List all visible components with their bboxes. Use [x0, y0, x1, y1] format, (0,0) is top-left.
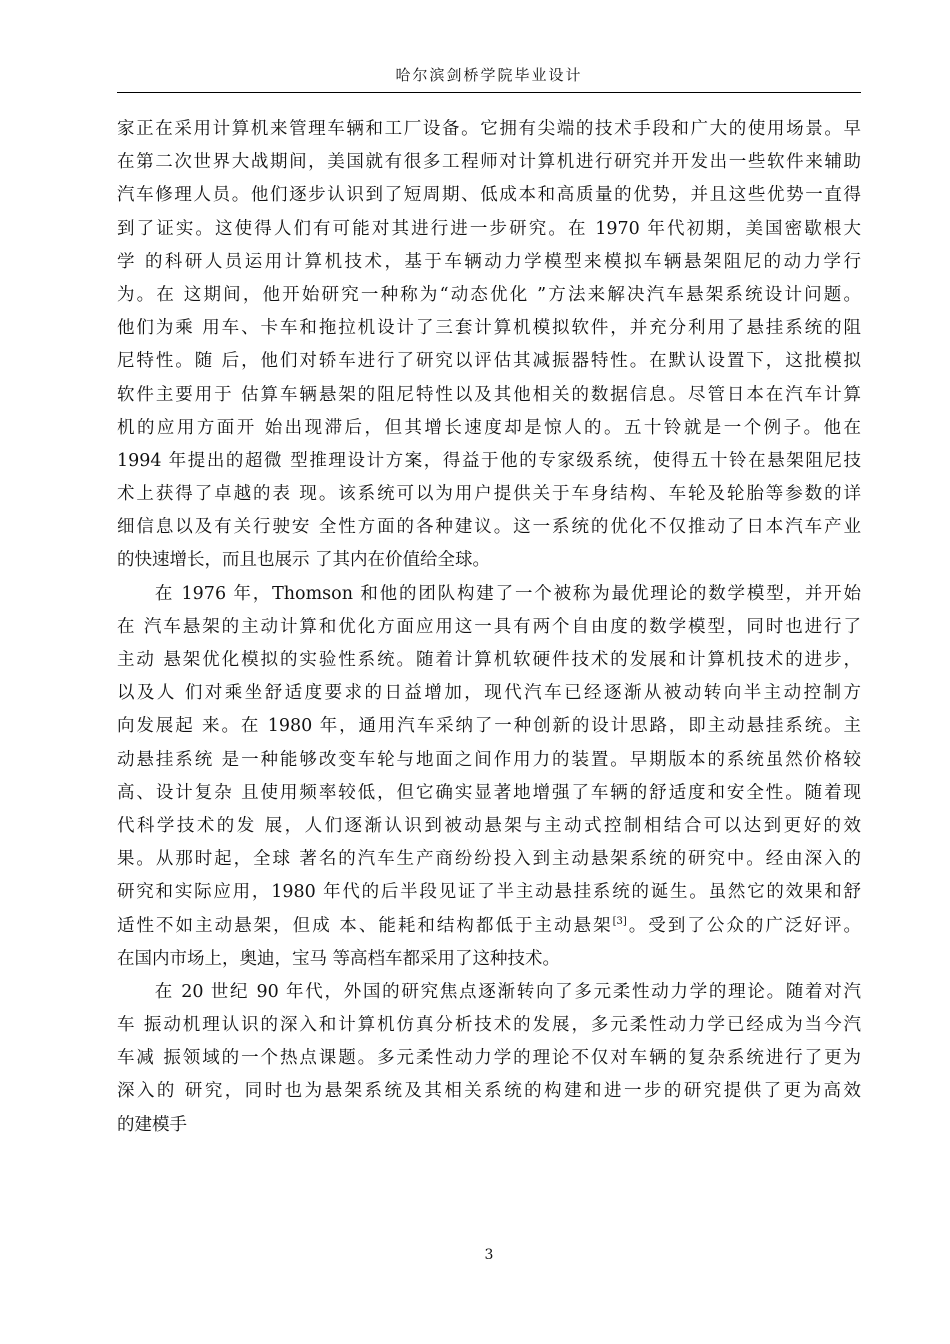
text-line: 高、设计复杂 且使用频率较低，但它确实显著地增强了车辆的舒适度和安全性。随着现	[117, 782, 861, 803]
text-line: 的建模手	[117, 1114, 187, 1135]
text-line: 以及人 们对乘坐舒适度要求的日益增加，现代汽车已经逐渐从被动转向半主动控制方	[117, 683, 861, 704]
text-line: 车减 振领域的一个热点课题。多元柔性动力学的理论不仅对车辆的复杂系统进行了更为	[117, 1048, 861, 1069]
text-line: 在 汽车悬架的主动计算和优化方面应用这一具有两个自由度的数学模型，同时也进行了	[117, 616, 861, 637]
text-line: 适性不如主动悬架，但成 本、能耗和结构都低于主动悬架	[117, 915, 613, 936]
text-line-indented	[117, 976, 861, 1009]
text-line: 在国内市场上，奥迪，宝马 等高档车都采用了这种技术。	[117, 948, 561, 969]
citation-reference: [3]	[612, 915, 627, 927]
text-line: 主动 悬架优化模拟的实验性系统。随着计算机软硬件技术的发展和计算机技术的进步，	[117, 650, 861, 670]
text-line: 车 振动机理认识的深入和计算机仿真分析技术的发展，多元柔性动力学已经成为当今汽	[117, 1015, 861, 1036]
text-line: 尼特性。随 后，他们对轿车进行了研究以评估其减振器特性。在默认设置下，这批模拟	[117, 351, 861, 372]
text-line: 家正在采用计算机来管理车辆和工厂设备。它拥有尖端的技术手段和广大的使用场景。早	[117, 119, 861, 139]
text-line: 向发展起 来。在 1980 年，通用汽车采纳了一种创新的设计思路，即主动悬挂系统。主	[117, 716, 861, 737]
text-line: 在第二次世界大战期间，美国就有很多工程师对计算机进行研究并开发出一些软件来辅助	[117, 152, 861, 173]
text-line: 到了证实。这使得人们有可能对其进行进一步研究。在 1970 年代初期，美国密歇根大	[117, 218, 861, 239]
text-line: 1994 年提出的超微 型推理设计方案，得益于他的专家级系统，使得五十铃在悬架阻尼技	[117, 450, 861, 471]
page-header-title: 哈尔滨剑桥学院毕业设计	[395, 66, 583, 84]
text-line: 研究和实际应用，1980 年代的后半段见证了半主动悬挂系统的诞生。虽然它的效果和舒	[117, 882, 861, 903]
text-line-tail: 。受到了公众的广泛好评。	[626, 915, 862, 936]
text-line: 他们为乘 用车、卡车和拖拉机设计了三套计算机模拟软件，并充分利用了悬挂系统的阻	[117, 318, 861, 339]
text-line-indented	[117, 578, 861, 611]
text-line: 汽车修理人员。他们逐步认识到了短周期、低成本和高质量的优势，并且这些优势一直得	[117, 185, 861, 206]
text-line: 在 20 世纪 90 年代，外国的研究焦点逐渐转向了多元柔性动力学的理论。随着对汽	[153, 981, 861, 1002]
page-number: 3	[484, 1247, 494, 1263]
text-line-with-citation	[117, 910, 861, 943]
text-line: 果。从那时起，全球 著名的汽车生产商纷纷投入到主动悬架系统的研究中。经由深入的	[117, 849, 861, 870]
text-line: 动悬挂系统 是一种能够改变车轮与地面之间作用力的装置。早期版本的系统虽然价格较	[117, 749, 861, 770]
header-divider	[117, 92, 861, 93]
text-line: 深入的 研究，同时也为悬架系统及其相关系统的构建和进一步的研究提供了更为高效	[117, 1081, 861, 1102]
text-line: 软件主要用于 估算车辆悬架的阻尼特性以及其他相关的数据信息。尽管日本在汽车计算	[117, 384, 861, 405]
text-line: 在 1976 年，Thomson 和他的团队构建了一个被称为最优理论的数学模型，并开始	[153, 583, 861, 604]
text-line: 的快速增长，而且也展示 了其内在价值给全球。	[117, 550, 491, 571]
text-line: 学 的科研人员运用计算机技术，基于车辆动力学模型来模拟车辆悬架阻尼的动力学行	[117, 251, 861, 272]
text-line: 为。在 这期间，他开始研究一种称为“动态优化 ”方法来解决汽车悬架系统设计问题。	[117, 284, 861, 305]
text-line: 机的应用方面开 始出现滞后，但其增长速度却是惊人的。五十铃就是一个例子。他在	[117, 417, 861, 438]
text-line: 细信息以及有关行驶安 全性方面的各种建议。这一系统的优化不仅推动了日本汽车产业	[117, 517, 861, 538]
text-line: 术上获得了卓越的表 现。该系统可以为用户提供关于车身结构、车轮及轮胎等参数的详	[117, 484, 861, 505]
text-line: 代科学技术的发 展，人们逐渐认识到被动悬架与主动式控制相结合可以达到更好的效	[117, 815, 861, 836]
document-body	[117, 113, 861, 1142]
